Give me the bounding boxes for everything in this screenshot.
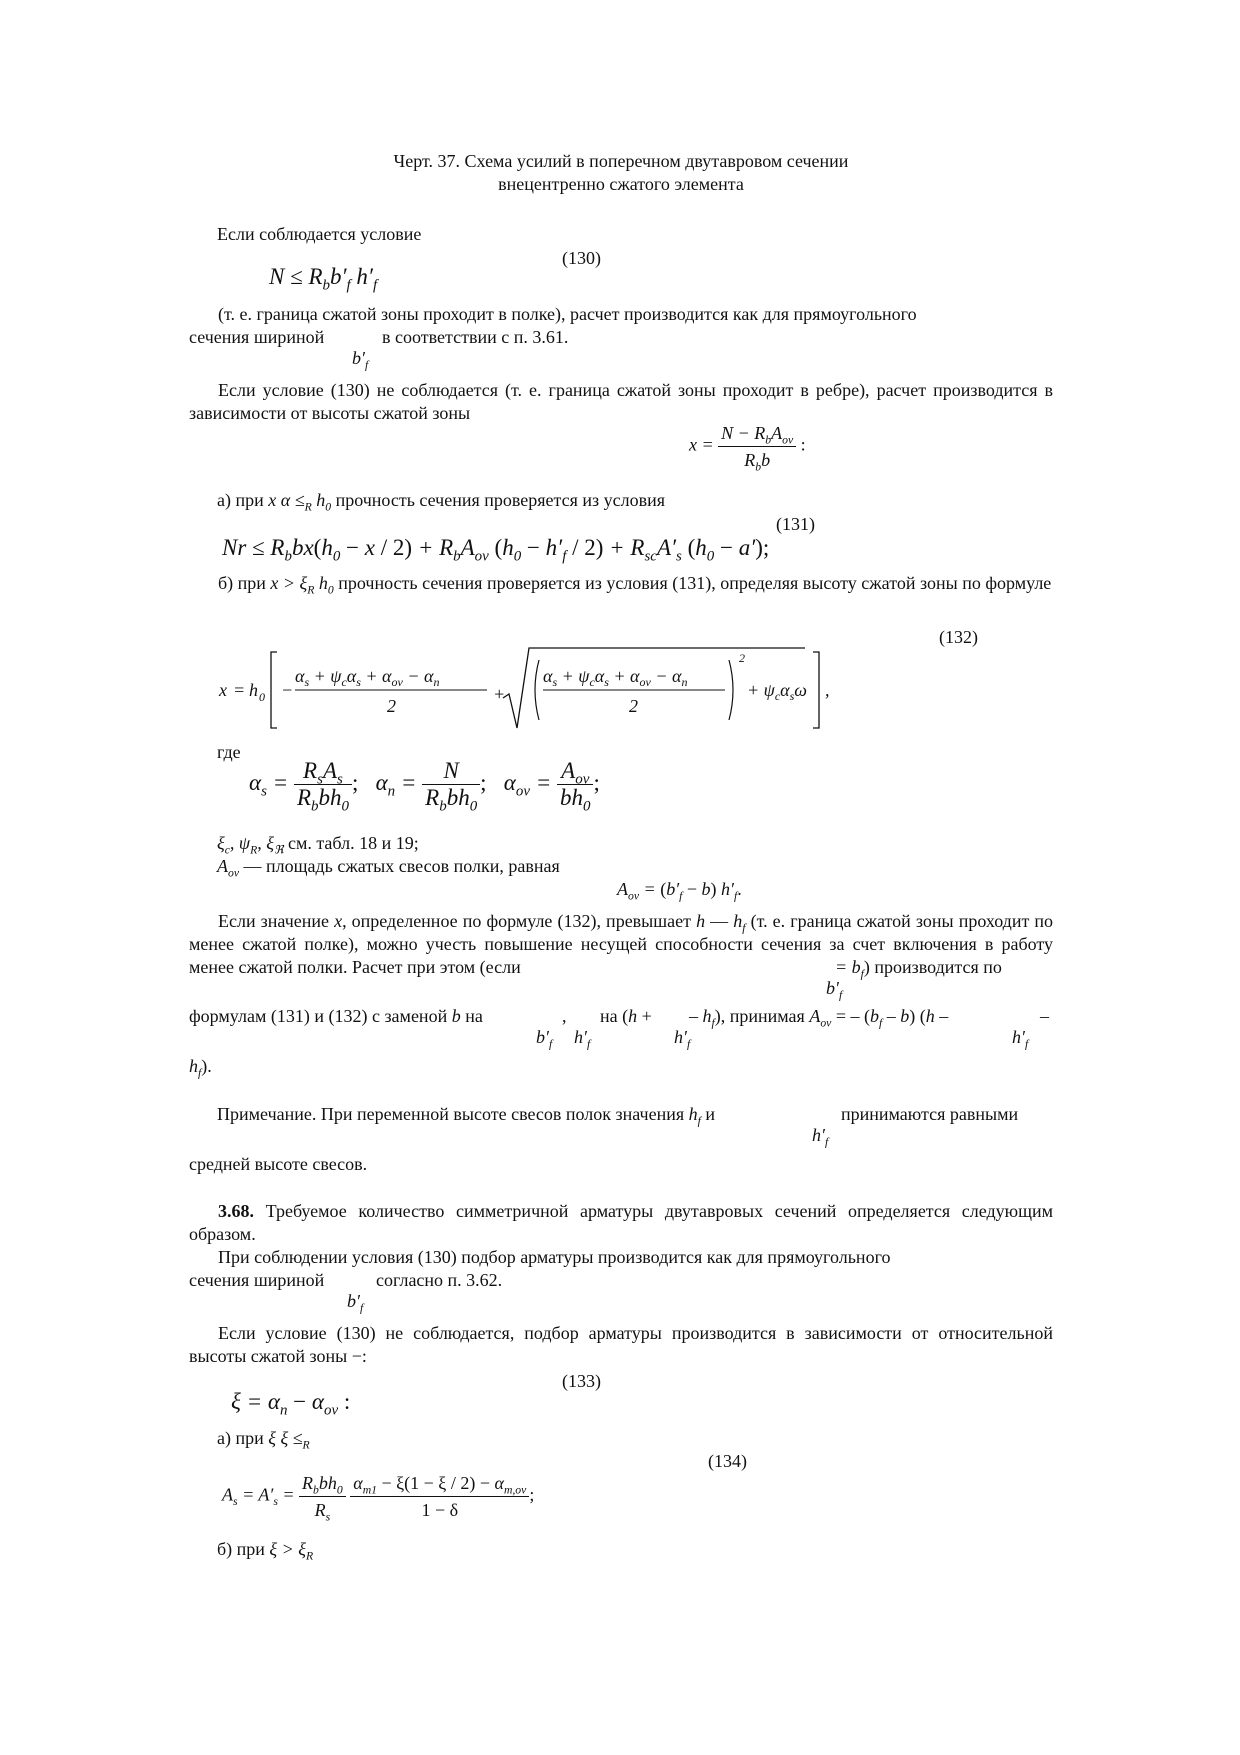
paragraph-flange-case-ref: в соответствии с п. 3.61. bbox=[382, 327, 569, 347]
section-3-68 bbox=[189, 1200, 1053, 1246]
p12-text: Если условие (130) не соблюдается, подбор арматуры производится в зависимости от относительной высоты сжатой зоны bbox=[189, 1323, 1053, 1366]
p11-ref: согласно п. 3.62. bbox=[376, 1270, 503, 1290]
p9-h-plus: на (h + bbox=[600, 1006, 652, 1026]
svg-text:+: + bbox=[493, 684, 506, 704]
paragraph-aov-definition: $A_{ov}$ — площадь сжатых свесов полки, равная bbox=[217, 856, 560, 880]
svg-text:0: 0 bbox=[259, 690, 265, 704]
note-text-c: принимаются равными bbox=[841, 1104, 1019, 1124]
svg-text:=: = bbox=[233, 680, 246, 700]
symbol-bf-prime-4: $b'_f$ bbox=[347, 1291, 364, 1315]
svg-text:2: 2 bbox=[629, 696, 638, 716]
case-a-label: а) при bbox=[217, 490, 264, 510]
paragraph-case-a: а) при x $\alpha \le_R$ $h_0$ прочность сечения проверяется из условия bbox=[217, 490, 666, 514]
paragraph-condition-130-met: При соблюдении условия (130) подбор арматуры производится как для прямоугольного bbox=[218, 1247, 891, 1267]
caption-line-2: внецентренно сжатого элемента bbox=[498, 174, 744, 194]
note-text-a: Примечание. При переменной высоте свесов полок значения bbox=[217, 1104, 685, 1124]
p9-hf-close: $h_f$). bbox=[189, 1056, 212, 1080]
svg-text:2: 2 bbox=[739, 651, 745, 665]
paragraph-flange-case-width: сечения шириной bbox=[189, 327, 325, 347]
paragraph-flange-case: (т. е. граница сжатой зоны проходит в полке), расчет производится как для прямоугольного bbox=[218, 304, 917, 324]
svg-text:+ ψcαsω: + $\psi_c\alpha_s\omega$ bbox=[747, 680, 807, 703]
svg-text:αs + ψcαs + αov − αn: $\alpha_s + \psi_c\alpha_s + \alpha_{ov} - \alpha_n$ bbox=[295, 666, 440, 689]
equation-number-130: (130) bbox=[562, 248, 601, 268]
caption-line-1: Черт. 37. Схема усилий в поперечном двутавровом сечении bbox=[393, 151, 849, 171]
section-text: Требуемое количество симметричной арматуры двутавровых сечений определяется следующим образом. bbox=[189, 1201, 1054, 1244]
symbol-hf-prime-3: $h'_f$ bbox=[1012, 1027, 1029, 1051]
paragraph-xi-references: $\xi_c$, $\psi_R$, $\xi_ℜ$ см. табл. 18 и 19; bbox=[217, 833, 419, 857]
p9-part-b: на bbox=[465, 1006, 483, 1026]
where-label: где bbox=[217, 742, 241, 762]
svg-text:−: − bbox=[281, 680, 294, 700]
paragraph-replacement: формулам (131) и (132) с заменой b на bbox=[189, 1006, 483, 1026]
figure-caption bbox=[189, 150, 1053, 196]
svg-text:,: , bbox=[825, 680, 830, 700]
symbol-hf-prime-2: $h'_f$ bbox=[674, 1027, 691, 1051]
svg-text:x: x bbox=[219, 680, 227, 700]
case-b-xi-label: б) при bbox=[217, 1539, 265, 1559]
symbol-bf-prime: $b'_f$ bbox=[352, 348, 369, 372]
p9-part-d: принимая bbox=[729, 1006, 805, 1026]
equation-132-graphic bbox=[217, 644, 857, 732]
svg-text:h: h bbox=[249, 680, 258, 700]
symbol-bf-prime-2: $b'_f$ bbox=[826, 978, 843, 1002]
paragraph-case-a-xi: а) при ξ $\xi \le_R$ bbox=[217, 1428, 310, 1452]
p8-part-c: (т. е. граница сжатой зоны проходит по менее сжатой полке), можно учесть повышение несущей способности сечения за счет включения в работу менее сжатой полки. Расчет при этом (если bbox=[189, 911, 1054, 977]
p8-part-d: производится по bbox=[874, 957, 1002, 977]
equation-aov: $A_{ov} = (b'_f - b)$ $h'_f$. bbox=[617, 879, 742, 903]
equation-131: $Nr \le R_bbx(h_0 - x / 2) + R_bA_{ov}$ $(h_0 - h'_f / 2) + R_{sc}A'_s$ $(h_0 - a')$; bbox=[222, 535, 770, 565]
xi-references-text: см. табл. 18 и 19; bbox=[287, 833, 419, 853]
p9-comma: , bbox=[562, 1006, 567, 1026]
case-b-label: б) при bbox=[218, 573, 266, 593]
p8-part-a: Если значение bbox=[218, 911, 329, 931]
paragraph-case-b: б) при $x > \xi_R$ $h_0$ прочность сечения проверяется из условия (131), определяя высоту сжатой зоны по формуле bbox=[218, 573, 1052, 597]
note-text-b: и bbox=[705, 1104, 716, 1124]
p9-part-a: формулам (131) и (132) с заменой bbox=[189, 1006, 448, 1026]
note-text-d: средней высоте свесов. bbox=[189, 1154, 368, 1174]
equation-130: $N \le R_bb'_f$ $h'_f$ bbox=[269, 264, 378, 294]
aov-definition-text: — площадь сжатых свесов полки, равная bbox=[243, 856, 560, 876]
equation-number-132: (132) bbox=[939, 627, 978, 647]
symbol-hf-prime-4: $h'_f$ bbox=[812, 1125, 829, 1149]
equation-alpha-definitions: $\alpha_s$ = $\frac{R_sA_s}{R_bbh_0}$ ; $\alpha_n$ = $\frac{N}{R_bbh_0}$ ; $\alpha_{ov}$ = $\frac{A_{ov}}{bh_0}$ ; bbox=[249, 758, 600, 815]
svg-text:2: 2 bbox=[387, 696, 396, 716]
paragraph-rib-case: Если условие (130) не соблюдается (т. е. граница сжатой зоны проходит в ребре), расчет производится в зависимости от высоты сжатой зоны bbox=[189, 380, 1053, 423]
equation-number-134: (134) bbox=[708, 1451, 747, 1471]
equation-number-131: (131) bbox=[776, 514, 815, 534]
paragraph-condition-intro: Если соблюдается условие bbox=[217, 224, 422, 244]
paragraph-condition-130-not-met: Если условие (130) не соблюдается, подбор арматуры производится в зависимости от относительной высоты сжатой зоны −: bbox=[189, 1323, 1053, 1366]
paragraph-case-b-xi: б) при $\xi > \xi_R$ bbox=[217, 1539, 314, 1563]
section-number: 3.68. bbox=[218, 1201, 254, 1221]
equation-134: $A_s = A'_s$ = $\frac{R_bbh_0}{R_s}$ $\frac{\alpha_{m1} - \xi(1 - \xi / 2) - \alpha_{m,ov}}{1 - \delta}$ ; bbox=[222, 1470, 534, 1523]
equation-133: $\xi = \alpha_n - \alpha_{ov}$ : bbox=[231, 1389, 351, 1419]
p9-part-c: на bbox=[600, 1006, 618, 1026]
case-b-text: прочность сечения проверяется из условия (131), определяя высоту сжатой зоны по формуле bbox=[338, 573, 1052, 593]
case-a-xi-label: а) при bbox=[217, 1428, 264, 1448]
svg-text:αs + ψcαs + αov − αn: $\alpha_s + \psi_c\alpha_s + \alpha_{ov} - \alpha_n$ bbox=[543, 666, 688, 689]
p9-trailing-dash: – bbox=[1040, 1006, 1049, 1026]
p8-bf-equals: = $b_f$) производится по bbox=[835, 957, 1002, 981]
paragraph-less-compressed-flange: Если значение x, определенное по формуле (132), превышает h — $h_f$ (т. е. граница сжатой зоны проходит по менее сжатой полке), можно учесть повышение несущей способности сечения за счет включения в работу менее сжатой полки. Расчет при этом (если bbox=[189, 911, 1054, 977]
equation-number-133: (133) bbox=[562, 1371, 601, 1391]
symbol-hf-prime-1: $h'_f$ bbox=[574, 1027, 591, 1051]
p8-part-b: , определенное по формуле (132), превышает bbox=[342, 911, 691, 931]
p11-width: сечения шириной bbox=[189, 1270, 325, 1290]
paragraph-note: Примечание. При переменной высоте свесов полок значения $h_f$ и bbox=[217, 1104, 716, 1128]
equation-132 bbox=[217, 644, 997, 738]
equation-x-height: x = $\frac{N - R_bA_{ov}}{R_bb}$ : bbox=[689, 420, 806, 473]
symbol-bf-prime-3: $b'_f$ bbox=[536, 1027, 553, 1051]
p9-hf-accept: – $h_f$), принимая $A_{ov}$ = – $(b_f - b)$ (h – bbox=[689, 1006, 949, 1030]
case-a-text: прочность сечения проверяется из условия bbox=[335, 490, 666, 510]
